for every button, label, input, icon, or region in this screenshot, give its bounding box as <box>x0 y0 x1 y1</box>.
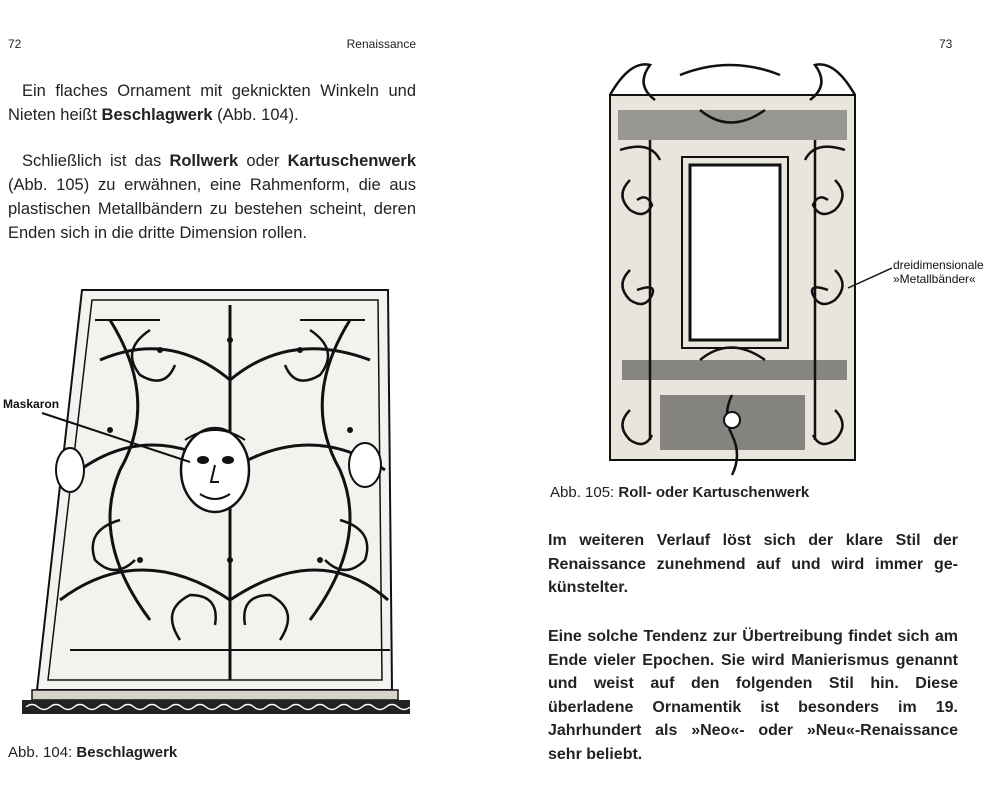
caption-104-title: Beschlagwerk <box>76 744 178 761</box>
caption-abb-105 <box>550 484 809 501</box>
para2-text-mid: oder <box>238 152 288 170</box>
page-number-right: 73 <box>939 37 953 51</box>
para1-text: Ein flaches Ornament mit geknickten Winkeln und Nieten heißt <box>8 82 416 124</box>
para2-text-end: (Abb. 105) zu erwähnen, eine Rahmenform, die aus plastischen Metallbändern zu bestehen scheint, deren Enden sich in die dritte Dimension rollen. <box>8 176 416 242</box>
paragraph-manierismus <box>548 625 958 766</box>
label-line2: »Metallbänder« <box>893 272 976 286</box>
running-head: Renaissance <box>346 37 416 51</box>
beschlagwerk-plinth <box>22 700 410 714</box>
term-kartuschenwerk: Kartuschenwerk <box>287 152 416 170</box>
medallion-right <box>349 443 381 487</box>
term-beschlagwerk: Beschlagwerk <box>101 106 213 124</box>
para1-text-end: (Abb. 104). <box>212 106 299 124</box>
caption-104-prefix: Abb. 104: <box>8 744 77 761</box>
label-metallbaender <box>893 258 984 286</box>
para-manierismus-text: Eine solche Tendenz zur Übertreibung findet sich am Ende vieler Epochen. Sie wird Manierismus genannt und weist auf den folgenden Stil hin. Diese überladene Ornamentik ist besonders im 19. Jahrhundert als »Neo«- oder »Neu«-Renaissance sehr beliebt. <box>548 628 958 763</box>
para-verlauf-text: Im weiteren Verlauf löst sich der klare Stil der Renaissance zunehmend auf und wird immer gekünstelter. <box>548 532 958 596</box>
page-number-left: 72 <box>8 37 22 51</box>
label-maskaron: Maskaron <box>3 397 60 411</box>
caption-105-prefix: Abb. 105: <box>550 484 619 501</box>
medallion-left <box>56 448 84 492</box>
caption-105-title: Roll- oder Kartuschenwerk <box>618 484 810 501</box>
beschlagwerk-base <box>32 690 398 700</box>
caption-abb-104 <box>8 744 177 761</box>
paragraph-verlauf <box>548 529 958 600</box>
maskaron-face <box>181 428 249 512</box>
label-line1: dreidimensionale <box>893 258 984 272</box>
term-rollwerk: Rollwerk <box>169 152 239 170</box>
para2-text: Schließlich ist das <box>22 152 170 170</box>
